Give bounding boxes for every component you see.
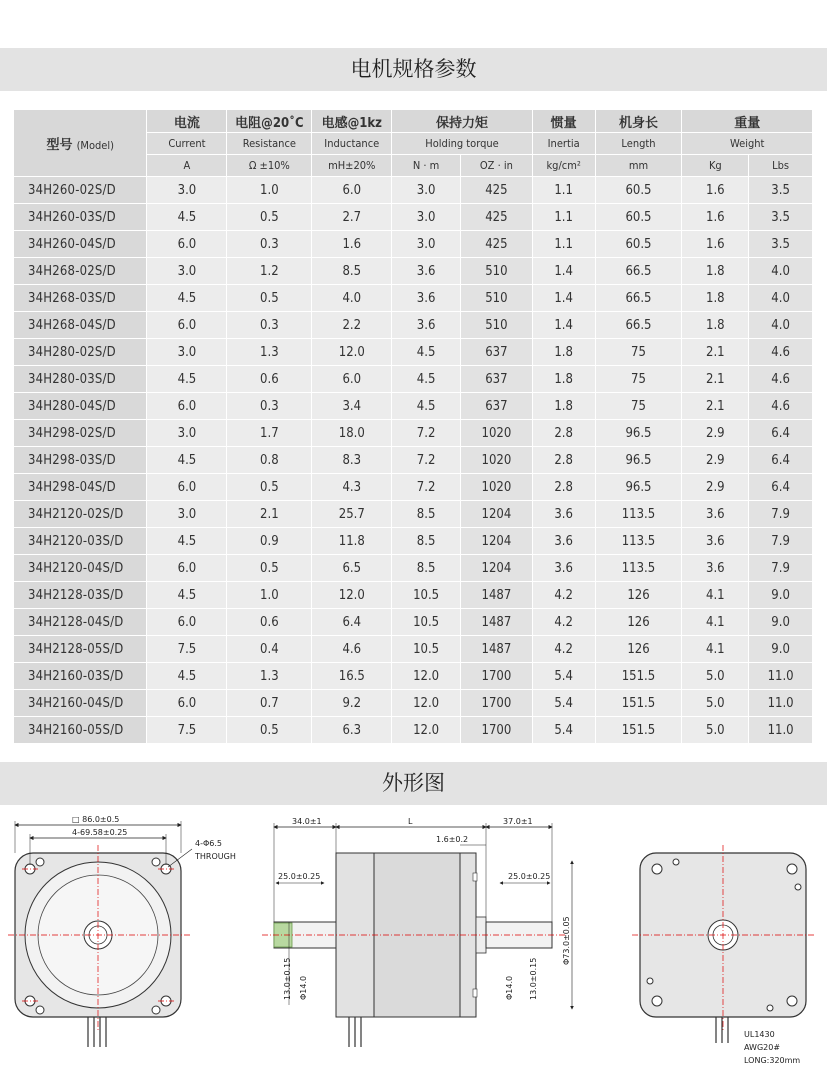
value-cell: 7.5 <box>147 717 227 744</box>
col-weight-unit-kg: Kg <box>682 155 749 177</box>
table-row <box>14 663 813 690</box>
value-cell: 3.6 <box>532 501 595 528</box>
col-current-en: Current <box>147 133 227 155</box>
table-row <box>14 609 813 636</box>
value-cell: 75 <box>595 393 682 420</box>
value-cell: 1.8 <box>532 393 595 420</box>
value-cell: 7.5 <box>147 636 227 663</box>
value-cell: 1204 <box>460 501 532 528</box>
value-cell: 11.8 <box>312 528 392 555</box>
value-cell: 4.5 <box>147 366 227 393</box>
col-torque-unit-ozin: OZ · in <box>460 155 532 177</box>
model-cell: 34H268-03S/D <box>14 285 147 312</box>
front-through-label: THROUGH <box>195 852 236 861</box>
value-cell: 60.5 <box>595 204 682 231</box>
value-cell: 6.0 <box>312 177 392 204</box>
value-cell: 10.5 <box>392 609 461 636</box>
value-cell: 12.0 <box>312 339 392 366</box>
model-cell: 34H2120-03S/D <box>14 528 147 555</box>
value-cell: 637 <box>460 393 532 420</box>
model-cell: 34H2160-05S/D <box>14 717 147 744</box>
value-cell: 4.2 <box>532 636 595 663</box>
value-cell: 2.1 <box>682 393 749 420</box>
value-cell: 4.5 <box>147 528 227 555</box>
outline-section-title: 外形图 <box>0 762 827 805</box>
value-cell: 113.5 <box>595 501 682 528</box>
value-cell: 3.5 <box>749 231 813 258</box>
value-cell: 8.5 <box>392 528 461 555</box>
value-cell: 96.5 <box>595 474 682 501</box>
front-pcd-dim: 4-69.58±0.25 <box>72 828 128 837</box>
value-cell: 1020 <box>460 420 532 447</box>
side-flat-left-dim: 13.0±0.15 <box>283 957 292 1000</box>
col-weight-unit-lbs: Lbs <box>749 155 813 177</box>
rear-leads <box>716 1017 728 1043</box>
col-weight-cn: 重量 <box>682 110 813 133</box>
table-row <box>14 474 813 501</box>
value-cell: 3.6 <box>392 312 461 339</box>
value-cell: 10.5 <box>392 582 461 609</box>
value-cell: 6.4 <box>312 609 392 636</box>
table-row <box>14 177 813 204</box>
value-cell: 1.8 <box>682 312 749 339</box>
value-cell: 4.5 <box>147 285 227 312</box>
value-cell: 5.0 <box>682 690 749 717</box>
value-cell: 12.0 <box>392 690 461 717</box>
model-cell: 34H260-04S/D <box>14 231 147 258</box>
value-cell: 3.6 <box>682 555 749 582</box>
value-cell: 1020 <box>460 474 532 501</box>
model-cell: 34H260-03S/D <box>14 204 147 231</box>
value-cell: 5.0 <box>682 663 749 690</box>
value-cell: 0.9 <box>227 528 312 555</box>
value-cell: 4.5 <box>147 582 227 609</box>
value-cell: 8.5 <box>392 555 461 582</box>
value-cell: 3.0 <box>392 231 461 258</box>
value-cell: 0.6 <box>227 609 312 636</box>
value-cell: 5.4 <box>532 717 595 744</box>
table-row <box>14 420 813 447</box>
value-cell: 425 <box>460 204 532 231</box>
table-row <box>14 285 813 312</box>
table-row <box>14 501 813 528</box>
table-row <box>14 447 813 474</box>
table-row <box>14 231 813 258</box>
rear-view <box>632 845 815 1065</box>
value-cell: 6.3 <box>312 717 392 744</box>
value-cell: 2.9 <box>682 420 749 447</box>
value-cell: 4.5 <box>392 339 461 366</box>
value-cell: 4.1 <box>682 582 749 609</box>
side-dia-right-dim: Φ14.0 <box>505 975 514 1000</box>
value-cell: 1.2 <box>227 258 312 285</box>
value-cell: 2.1 <box>682 366 749 393</box>
value-cell: 6.0 <box>147 555 227 582</box>
value-cell: 3.6 <box>532 555 595 582</box>
rear-awg-label: AWG20# <box>744 1043 781 1052</box>
value-cell: 2.8 <box>532 447 595 474</box>
value-cell: 11.0 <box>749 717 813 744</box>
col-current-cn: 电流 <box>147 110 227 133</box>
model-cell: 34H280-03S/D <box>14 366 147 393</box>
rear-ul-label: UL1430 <box>744 1030 775 1039</box>
table-row <box>14 339 813 366</box>
col-inductance-cn: 电感@1kz <box>312 110 392 133</box>
value-cell: 9.0 <box>749 636 813 663</box>
model-cell: 34H2128-03S/D <box>14 582 147 609</box>
value-cell: 4.1 <box>682 636 749 663</box>
value-cell: 3.0 <box>147 420 227 447</box>
value-cell: 12.0 <box>392 663 461 690</box>
value-cell: 18.0 <box>312 420 392 447</box>
value-cell: 1.3 <box>227 663 312 690</box>
value-cell: 9.0 <box>749 582 813 609</box>
value-cell: 7.9 <box>749 528 813 555</box>
col-inertia-en: Inertia <box>532 133 595 155</box>
value-cell: 1.0 <box>227 177 312 204</box>
value-cell: 25.7 <box>312 501 392 528</box>
value-cell: 11.0 <box>749 663 813 690</box>
value-cell: 3.5 <box>749 177 813 204</box>
value-cell: 2.1 <box>682 339 749 366</box>
value-cell: 1.8 <box>532 339 595 366</box>
value-cell: 510 <box>460 258 532 285</box>
model-cell: 34H298-04S/D <box>14 474 147 501</box>
value-cell: 8.3 <box>312 447 392 474</box>
spec-table <box>13 109 813 744</box>
value-cell: 151.5 <box>595 717 682 744</box>
value-cell: 1700 <box>460 690 532 717</box>
value-cell: 7.9 <box>749 501 813 528</box>
value-cell: 1.3 <box>227 339 312 366</box>
value-cell: 0.5 <box>227 285 312 312</box>
col-resistance-cn: 电阻@20˚C <box>227 110 312 133</box>
value-cell: 60.5 <box>595 231 682 258</box>
value-cell: 3.6 <box>392 285 461 312</box>
value-cell: 6.0 <box>147 609 227 636</box>
value-cell: 0.3 <box>227 393 312 420</box>
value-cell: 0.5 <box>227 555 312 582</box>
value-cell: 4.0 <box>749 312 813 339</box>
front-leads <box>88 1017 106 1047</box>
value-cell: 1.1 <box>532 231 595 258</box>
value-cell: 3.6 <box>682 501 749 528</box>
value-cell: 6.4 <box>749 447 813 474</box>
front-view <box>8 815 236 1047</box>
value-cell: 60.5 <box>595 177 682 204</box>
value-cell: 425 <box>460 231 532 258</box>
value-cell: 4.6 <box>749 339 813 366</box>
side-key-left-dim: 25.0±0.25 <box>278 872 321 881</box>
value-cell: 510 <box>460 312 532 339</box>
col-resistance-unit: Ω ±10% <box>227 155 312 177</box>
model-cell: 34H2160-03S/D <box>14 663 147 690</box>
value-cell: 1.6 <box>682 204 749 231</box>
value-cell: 9.2 <box>312 690 392 717</box>
value-cell: 96.5 <box>595 447 682 474</box>
table-row <box>14 636 813 663</box>
model-cell: 34H280-04S/D <box>14 393 147 420</box>
value-cell: 3.4 <box>312 393 392 420</box>
value-cell: 3.0 <box>392 177 461 204</box>
col-torque-en: Holding torque <box>392 133 533 155</box>
value-cell: 151.5 <box>595 663 682 690</box>
value-cell: 4.6 <box>312 636 392 663</box>
value-cell: 2.8 <box>532 474 595 501</box>
side-flat-right-dim: 13.0±0.15 <box>529 957 538 1000</box>
value-cell: 0.4 <box>227 636 312 663</box>
table-row <box>14 366 813 393</box>
value-cell: 10.5 <box>392 636 461 663</box>
value-cell: 637 <box>460 366 532 393</box>
table-header-row-cn <box>14 110 813 133</box>
value-cell: 1.4 <box>532 312 595 339</box>
spec-table-body <box>14 177 813 744</box>
value-cell: 66.5 <box>595 258 682 285</box>
value-cell: 0.5 <box>227 717 312 744</box>
side-length-dim: L <box>408 817 413 826</box>
value-cell: 1.8 <box>682 258 749 285</box>
model-cell: 34H2120-04S/D <box>14 555 147 582</box>
value-cell: 3.6 <box>532 528 595 555</box>
value-cell: 11.0 <box>749 690 813 717</box>
side-dia-left-dim: Φ14.0 <box>299 975 308 1000</box>
value-cell: 6.0 <box>147 393 227 420</box>
side-body-dia-dim: Φ73.0±0.05 <box>562 916 571 965</box>
value-cell: 6.5 <box>312 555 392 582</box>
value-cell: 4.2 <box>532 609 595 636</box>
rear-long-label: LONG:320mm <box>744 1056 801 1065</box>
model-cell: 34H2128-04S/D <box>14 609 147 636</box>
value-cell: 66.5 <box>595 285 682 312</box>
value-cell: 0.6 <box>227 366 312 393</box>
value-cell: 8.5 <box>312 258 392 285</box>
value-cell: 3.6 <box>682 528 749 555</box>
table-row <box>14 690 813 717</box>
col-inertia-unit: kg/cm² <box>532 155 595 177</box>
value-cell: 2.2 <box>312 312 392 339</box>
value-cell: 0.3 <box>227 231 312 258</box>
model-cell: 34H298-02S/D <box>14 420 147 447</box>
table-row <box>14 258 813 285</box>
value-cell: 4.3 <box>312 474 392 501</box>
table-row <box>14 555 813 582</box>
table-row <box>14 528 813 555</box>
value-cell: 7.2 <box>392 447 461 474</box>
col-torque-cn: 保持力矩 <box>392 110 533 133</box>
value-cell: 1.8 <box>532 366 595 393</box>
table-row <box>14 582 813 609</box>
value-cell: 1.6 <box>682 177 749 204</box>
value-cell: 3.0 <box>147 258 227 285</box>
outline-drawing <box>0 805 827 1074</box>
value-cell: 151.5 <box>595 690 682 717</box>
value-cell: 3.6 <box>392 258 461 285</box>
value-cell: 425 <box>460 177 532 204</box>
value-cell: 4.5 <box>147 663 227 690</box>
table-row <box>14 393 813 420</box>
value-cell: 113.5 <box>595 555 682 582</box>
value-cell: 3.5 <box>749 204 813 231</box>
value-cell: 9.0 <box>749 609 813 636</box>
model-cell: 34H280-02S/D <box>14 339 147 366</box>
value-cell: 6.4 <box>749 420 813 447</box>
value-cell: 4.1 <box>682 609 749 636</box>
value-cell: 126 <box>595 582 682 609</box>
value-cell: 6.4 <box>749 474 813 501</box>
value-cell: 4.0 <box>749 258 813 285</box>
model-cell: 34H2128-05S/D <box>14 636 147 663</box>
value-cell: 1.7 <box>227 420 312 447</box>
table-row <box>14 717 813 744</box>
value-cell: 4.5 <box>147 447 227 474</box>
value-cell: 0.5 <box>227 474 312 501</box>
value-cell: 637 <box>460 339 532 366</box>
col-inertia-cn: 惯量 <box>532 110 595 133</box>
value-cell: 1.6 <box>682 231 749 258</box>
value-cell: 1487 <box>460 609 532 636</box>
value-cell: 4.0 <box>749 285 813 312</box>
front-hole-dim: 4-Φ6.5 <box>195 839 222 848</box>
value-cell: 5.0 <box>682 717 749 744</box>
model-cell: 34H2120-02S/D <box>14 501 147 528</box>
value-cell: 3.0 <box>147 177 227 204</box>
col-torque-unit-nm: N · m <box>392 155 461 177</box>
side-key-right-dim: 25.0±0.25 <box>508 872 551 881</box>
value-cell: 96.5 <box>595 420 682 447</box>
value-cell: 1487 <box>460 636 532 663</box>
value-cell: 7.9 <box>749 555 813 582</box>
value-cell: 7.2 <box>392 420 461 447</box>
value-cell: 2.9 <box>682 474 749 501</box>
front-square-dim: □ 86.0±0.5 <box>72 815 120 824</box>
value-cell: 3.0 <box>147 339 227 366</box>
value-cell: 1204 <box>460 528 532 555</box>
value-cell: 5.4 <box>532 663 595 690</box>
value-cell: 4.5 <box>147 204 227 231</box>
value-cell: 1.1 <box>532 204 595 231</box>
col-length-en: Length <box>595 133 682 155</box>
value-cell: 1204 <box>460 555 532 582</box>
side-step-dim: 1.6±0.2 <box>436 835 469 844</box>
side-shaft-dim: 37.0±1 <box>503 817 533 826</box>
table-row <box>14 204 813 231</box>
col-length-cn: 机身长 <box>595 110 682 133</box>
value-cell: 0.7 <box>227 690 312 717</box>
value-cell: 4.5 <box>392 366 461 393</box>
model-cell: 34H268-04S/D <box>14 312 147 339</box>
value-cell: 1700 <box>460 717 532 744</box>
value-cell: 6.0 <box>312 366 392 393</box>
value-cell: 1487 <box>460 582 532 609</box>
value-cell: 6.0 <box>147 690 227 717</box>
value-cell: 4.0 <box>312 285 392 312</box>
side-leads <box>349 1017 361 1047</box>
value-cell: 4.2 <box>532 582 595 609</box>
value-cell: 0.8 <box>227 447 312 474</box>
side-view <box>262 817 572 1047</box>
model-cell: 34H2160-04S/D <box>14 690 147 717</box>
value-cell: 0.5 <box>227 204 312 231</box>
value-cell: 75 <box>595 339 682 366</box>
value-cell: 16.5 <box>312 663 392 690</box>
col-inductance-en: Inductance <box>312 133 392 155</box>
value-cell: 12.0 <box>312 582 392 609</box>
value-cell: 1.1 <box>532 177 595 204</box>
value-cell: 126 <box>595 609 682 636</box>
side-rear-dim: 34.0±1 <box>292 817 322 826</box>
col-inductance-unit: mH±20% <box>312 155 392 177</box>
model-cell: 34H298-03S/D <box>14 447 147 474</box>
value-cell: 3.0 <box>147 501 227 528</box>
model-header: 型号 (Model) <box>14 110 147 177</box>
value-cell: 1.6 <box>312 231 392 258</box>
value-cell: 1020 <box>460 447 532 474</box>
top-edge-fragment <box>0 0 827 6</box>
value-cell: 4.5 <box>392 393 461 420</box>
table-row <box>14 312 813 339</box>
value-cell: 6.0 <box>147 474 227 501</box>
value-cell: 8.5 <box>392 501 461 528</box>
value-cell: 1.4 <box>532 285 595 312</box>
value-cell: 3.0 <box>392 204 461 231</box>
value-cell: 2.9 <box>682 447 749 474</box>
value-cell: 1.4 <box>532 258 595 285</box>
value-cell: 1.8 <box>682 285 749 312</box>
value-cell: 75 <box>595 366 682 393</box>
model-cell: 34H260-02S/D <box>14 177 147 204</box>
value-cell: 510 <box>460 285 532 312</box>
value-cell: 12.0 <box>392 717 461 744</box>
col-current-unit: A <box>147 155 227 177</box>
value-cell: 2.1 <box>227 501 312 528</box>
value-cell: 6.0 <box>147 312 227 339</box>
value-cell: 0.3 <box>227 312 312 339</box>
value-cell: 4.6 <box>749 366 813 393</box>
col-weight-en: Weight <box>682 133 813 155</box>
value-cell: 1700 <box>460 663 532 690</box>
value-cell: 2.8 <box>532 420 595 447</box>
value-cell: 66.5 <box>595 312 682 339</box>
value-cell: 2.7 <box>312 204 392 231</box>
value-cell: 1.0 <box>227 582 312 609</box>
value-cell: 113.5 <box>595 528 682 555</box>
value-cell: 6.0 <box>147 231 227 258</box>
value-cell: 7.2 <box>392 474 461 501</box>
col-resistance-en: Resistance <box>227 133 312 155</box>
spec-section-title: 电机规格参数 <box>0 48 827 91</box>
value-cell: 4.6 <box>749 393 813 420</box>
model-cell: 34H268-02S/D <box>14 258 147 285</box>
value-cell: 5.4 <box>532 690 595 717</box>
col-length-unit: mm <box>595 155 682 177</box>
value-cell: 126 <box>595 636 682 663</box>
